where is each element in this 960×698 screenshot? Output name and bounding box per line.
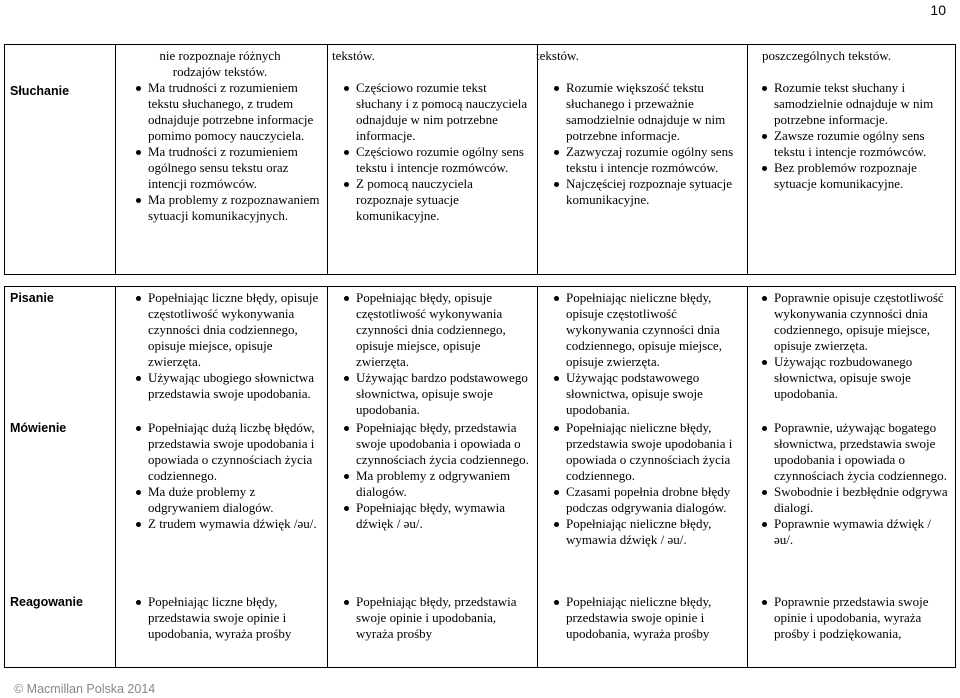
mowienie-cell-2 (344, 420, 529, 532)
list-item: Popełniając dużą liczbę błędów, przedstawia swoje upodobania i opowiada o czynnościach życia codziennego. (136, 420, 324, 484)
col-line-5b (955, 286, 956, 667)
list-item: Popełniając nieliczne błędy, opisuje częstotliwość wykonywania czynności dnia codziennego, opisuje miejsce, opisuje zwierzęta. (554, 290, 740, 370)
list-item: Ma duże problemy z odgrywaniem dialogów. (136, 484, 324, 516)
table-top-border (4, 44, 956, 45)
list-item: Rozumie większość tekstu słuchanego i przeważnie samodzielnie odnajduje w nim potrzebne informacje. (554, 80, 740, 144)
col-line-4b (747, 286, 748, 667)
pisanie-cell-2 (344, 290, 529, 418)
skill-label-reagowanie: Reagowanie (10, 595, 83, 609)
table-section-divider (4, 274, 956, 275)
reagowanie-cell-3 (554, 594, 740, 642)
sluchanie-top-line-3: tekstów. (536, 48, 579, 63)
sluchanie-top-line-4: poszczególnych tekstów. (762, 48, 892, 63)
list-item: Ma trudności z rozumieniem ogólnego sensu tekstu oraz intencji rozmówców. (136, 144, 324, 192)
col-line-3b (537, 286, 538, 667)
sluchanie-top-line-2: tekstów. (332, 48, 375, 63)
list-item: Popełniając nieliczne błędy, przedstawia swoje upodobania i opowiada o czynnościach życia codziennego. (554, 420, 740, 484)
list-item: Popełniając błędy, wymawia dźwięk / əu/. (344, 500, 529, 532)
list-item: Częściowo rozumie tekst słuchany i z pomocą nauczyciela odnajduje w nim potrzebne informacje. (344, 80, 529, 144)
col-line-2b (327, 286, 328, 667)
list-item: Poprawnie wymawia dźwięk / əu/. (762, 516, 952, 548)
list-item: Popełniając nieliczne błędy, wymawia dźwięk / əu/. (554, 516, 740, 548)
list-item: Popełniając nieliczne błędy, przedstawia swoje opinie i upodobania, wyraża prośby (554, 594, 740, 642)
copyright-footer: © Macmillan Polska 2014 (14, 682, 156, 696)
list-item: Zawsze rozumie ogólny sens tekstu i intencje rozmówców. (762, 128, 952, 160)
list-item: Najczęściej rozpoznaje sytuacje komunikacyjne. (554, 176, 740, 208)
list-item: Ma problemy z rozpoznawaniem sytuacji komunikacyjnych. (136, 192, 324, 224)
list-item: Popełniając liczne błędy, opisuje częstotliwość wykonywania czynności dnia codziennego, opisuje miejsce, opisuje zwierzęta. (136, 290, 324, 370)
list-item: Używając bardzo podstawowego słownictwa, opisuje swoje upodobania. (344, 370, 529, 418)
list-item: Swobodnie i bezbłędnie odgrywa dialogi. (762, 484, 952, 516)
list-item: Zazwyczaj rozumie ogólny sens tekstu i intencje rozmówców. (554, 144, 740, 176)
sluchanie-top-line-1: nie rozpoznaje różnych rodzajów tekstów. (159, 48, 281, 79)
list-item: Z pomocą nauczyciela rozpoznaje sytuacje komunikacyjne. (344, 176, 529, 224)
col-line-1a (115, 44, 116, 274)
skill-label-mowienie: Mówienie (10, 421, 67, 435)
col-line-3a (537, 44, 538, 274)
mowienie-cell-3 (554, 420, 740, 548)
pisanie-cell-4 (762, 290, 952, 402)
pisanie-cell-3 (554, 290, 740, 418)
list-item: Ma trudności z rozumieniem tekstu słuchanego, z trudem odnajduje potrzebne informacje pomimo pomocy nauczyciela. (136, 80, 324, 144)
col-line-2a (327, 44, 328, 274)
list-item: Popełniając błędy, przedstawia swoje opinie i upodobania, wyraża prośby (344, 594, 529, 642)
mowienie-cell-1 (136, 420, 324, 532)
list-item: Rozumie tekst słuchany i samodzielnie odnajduje w nim potrzebne informacje. (762, 80, 952, 128)
page-number: 10 (930, 2, 946, 18)
col-line-5a (955, 44, 956, 274)
mowienie-cell-4 (762, 420, 952, 548)
list-item: Bez problemów rozpoznaje sytuacje komunikacyjne. (762, 160, 952, 192)
list-item: Poprawnie opisuje częstotliwość wykonywania czynności dnia codziennego, opisuje miejsce, opisuje zwierzęta. (762, 290, 952, 354)
list-item: Popełniając błędy, przedstawia swoje upodobania i opowiada o czynnościach życia codziennego. (344, 420, 529, 468)
sluchanie-cell-3 (536, 48, 740, 208)
list-item: Z trudem wymawia dźwięk /əu/. (136, 516, 324, 532)
col-line-0a (4, 44, 5, 274)
sluchanie-cell-1 (136, 48, 324, 224)
pisanie-cell-1 (136, 290, 324, 402)
list-item: Używając ubogiego słownictwa przedstawia swoje upodobania. (136, 370, 324, 402)
list-item: Popełniając liczne błędy, przedstawia swoje opinie i upodobania, wyraża prośby (136, 594, 324, 642)
sluchanie-cell-2 (332, 48, 529, 224)
sluchanie-cell-4 (762, 48, 952, 192)
list-item: Popełniając błędy, opisuje częstotliwość wykonywania czynności dnia codziennego, opisuje miejsce, opisuje zwierzęta. (344, 290, 529, 370)
skill-label-pisanie: Pisanie (10, 291, 54, 305)
table-bottom-border (4, 667, 956, 668)
reagowanie-cell-4 (762, 594, 952, 642)
list-item: Używając podstawowego słownictwa, opisuje swoje upodobania. (554, 370, 740, 418)
list-item: Poprawnie, używając bogatego słownictwa, przedstawia swoje upodobania i opowiada o czynnościach życia codziennego. (762, 420, 952, 484)
col-line-0b (4, 286, 5, 667)
list-item: Czasami popełnia drobne błędy podczas odgrywania dialogów. (554, 484, 740, 516)
reagowanie-cell-1 (136, 594, 324, 642)
reagowanie-cell-2 (344, 594, 529, 642)
list-item: Używając rozbudowanego słownictwa, opisuje swoje upodobania. (762, 354, 952, 402)
table-section-divider-2 (4, 286, 956, 287)
col-line-1b (115, 286, 116, 667)
list-item: Poprawnie przedstawia swoje opinie i upodobania, wyraża prośby i podziękowania, (762, 594, 952, 642)
list-item: Ma problemy z odgrywaniem dialogów. (344, 468, 529, 500)
skill-label-sluchanie: Słuchanie (10, 84, 70, 98)
col-line-4a (747, 44, 748, 274)
list-item: Częściowo rozumie ogólny sens tekstu i intencje rozmówców. (344, 144, 529, 176)
